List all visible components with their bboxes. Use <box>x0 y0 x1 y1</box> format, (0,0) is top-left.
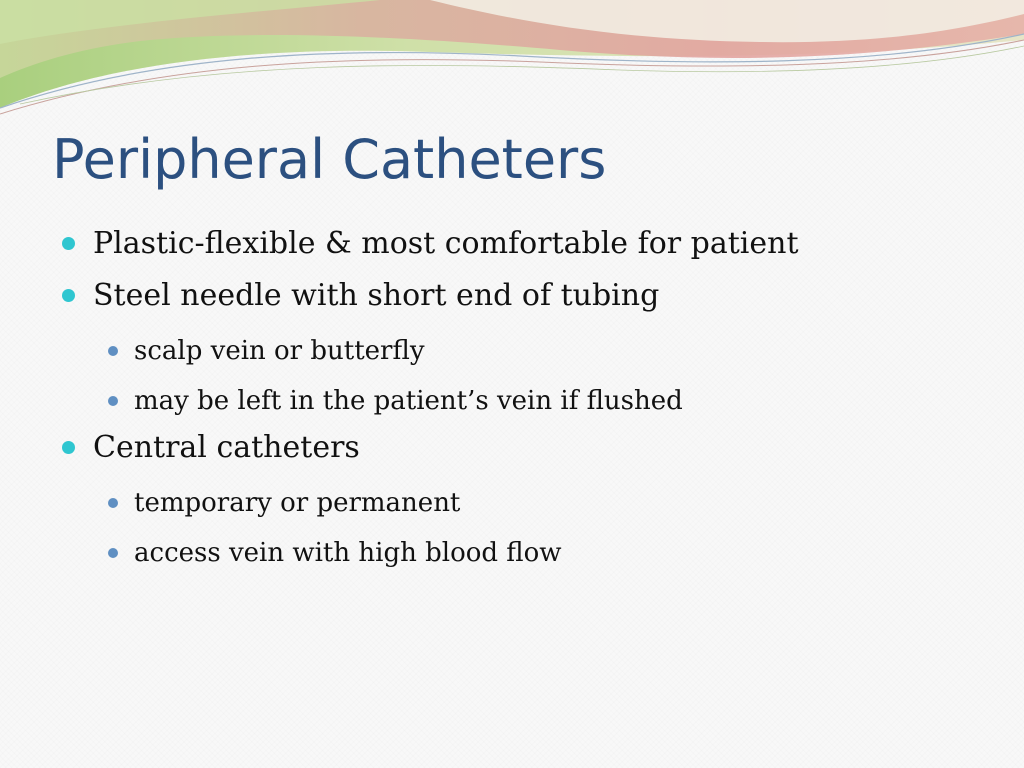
sub-bullet-item <box>62 376 982 426</box>
bullet-list <box>62 222 982 578</box>
bullet-text: Steel needle with short end of tubing <box>93 278 660 313</box>
sub-bullet-dot-icon <box>108 498 118 508</box>
bullet-dot-icon <box>62 441 75 454</box>
sub-bullet-text: scalp vein or butterfly <box>134 336 425 366</box>
bullet-item <box>62 274 982 326</box>
sub-bullet-dot-icon <box>108 396 118 406</box>
slide-title: Peripheral Catheters <box>52 128 607 191</box>
sub-bullet-text: access vein with high blood flow <box>134 538 562 568</box>
sub-bullet-item <box>62 326 982 376</box>
bullet-item <box>62 426 982 478</box>
bullet-dot-icon <box>62 289 75 302</box>
sub-bullet-text: temporary or permanent <box>134 488 461 518</box>
bullet-text: Plastic-flexible & most comfortable for patient <box>93 226 799 261</box>
sub-bullet-dot-icon <box>108 346 118 356</box>
sub-bullet-text: may be left in the patient’s vein if flushed <box>134 386 683 416</box>
sub-bullet-item <box>62 478 982 528</box>
sub-bullet-dot-icon <box>108 548 118 558</box>
bullet-text: Central catheters <box>93 430 360 465</box>
sub-bullet-item <box>62 528 982 578</box>
bullet-dot-icon <box>62 237 75 250</box>
bullet-item <box>62 222 982 274</box>
header-swoosh-decoration <box>0 0 1024 120</box>
